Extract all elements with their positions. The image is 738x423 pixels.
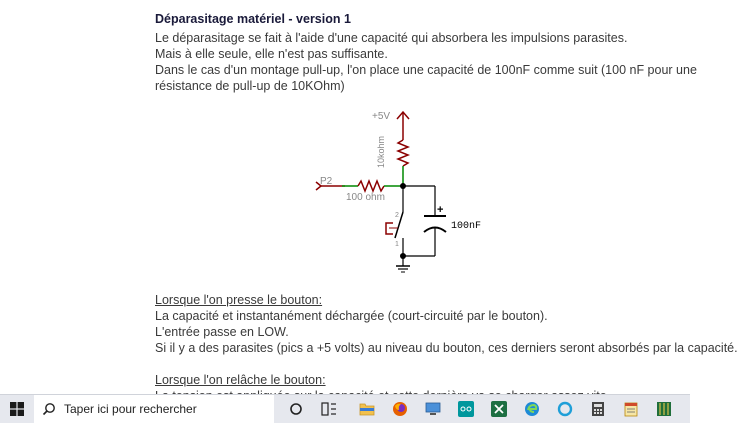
switch-pin2: 2 (395, 212, 399, 219)
search-placeholder: Taper ici pour rechercher (64, 402, 197, 416)
taskbar-app-firefox[interactable] (386, 395, 414, 423)
cap-label: 100nF (451, 221, 482, 232)
input-label: P2 (320, 176, 333, 187)
calculator-icon (591, 401, 605, 417)
debounce-schematic (155, 105, 485, 280)
intro-line-3: Dans le cas d'un montage pull-up, l'on place une capacité de 100nF comme suit (100 nF pour une (155, 63, 697, 77)
switch-pin1: 1 (395, 241, 399, 248)
taskbar-search[interactable] (34, 395, 274, 423)
press-heading: Lorsque l'on presse le bouton: (155, 293, 323, 307)
section-heading: Déparasitage matériel - version 1 (155, 12, 351, 26)
start-button[interactable] (0, 395, 34, 423)
excel-icon (491, 401, 507, 417)
vcc-arrow-icon (397, 112, 409, 128)
windows-logo-icon (10, 402, 24, 416)
arduino-icon (458, 401, 474, 417)
intro-line-2: Mais à elle seule, elle n'est pas suffisante. (155, 47, 388, 61)
taskbar-app-calculator[interactable] (584, 395, 612, 423)
cortana-button[interactable] (283, 395, 309, 423)
pullup-label: 10kohm (376, 135, 386, 168)
folder-icon (359, 402, 375, 416)
taskbar-app-notepad[interactable] (617, 395, 645, 423)
task-view-button[interactable] (316, 395, 342, 423)
taskbar-app-cortana[interactable] (551, 395, 579, 423)
search-icon (42, 402, 56, 416)
series-label: 100 ohm (346, 192, 385, 203)
taskbar-app-file-explorer[interactable] (353, 395, 381, 423)
cap-plus-sign: + (437, 204, 444, 216)
press-line-2: L'entrée passe en LOW. (155, 325, 289, 339)
vcc-label: +5V (372, 111, 391, 122)
intro-line-1: Le déparasitage se fait à l'aide d'une capacité qui absorbera les impulsions parasites. (155, 31, 628, 45)
taskbar-app-arduino[interactable] (452, 395, 480, 423)
press-line-3: Si il y a des parasites (pics a +5 volts) au niveau du bouton, ces derniers seront absorbés par la capacité. (155, 341, 738, 355)
cortana-ring-icon (557, 401, 573, 417)
series-resistor-icon (358, 181, 384, 191)
press-line-1: La capacité et instantanément déchargée (court-circuité par le bouton). (155, 309, 548, 323)
notepad-icon (623, 401, 639, 417)
taskbar-app-excel[interactable] (485, 395, 513, 423)
remote-desktop-icon (424, 401, 442, 417)
edge-icon (524, 401, 540, 417)
taskbar-app-edge[interactable] (518, 395, 546, 423)
pullup-resistor-icon (398, 140, 408, 166)
circle-icon (289, 402, 303, 416)
pcb-icon (656, 401, 672, 417)
release-heading: Lorsque l'on relâche le bouton: (155, 373, 326, 387)
ground-icon (396, 256, 410, 272)
taskbar-app-pcb-tool[interactable] (650, 395, 678, 423)
firefox-icon (392, 401, 408, 417)
intro-line-4: résistance de pull-up de 10KOhm) (155, 79, 345, 93)
taskbar (0, 394, 690, 423)
task-view-icon (321, 402, 337, 416)
taskbar-app-remote-desktop[interactable] (419, 395, 447, 423)
